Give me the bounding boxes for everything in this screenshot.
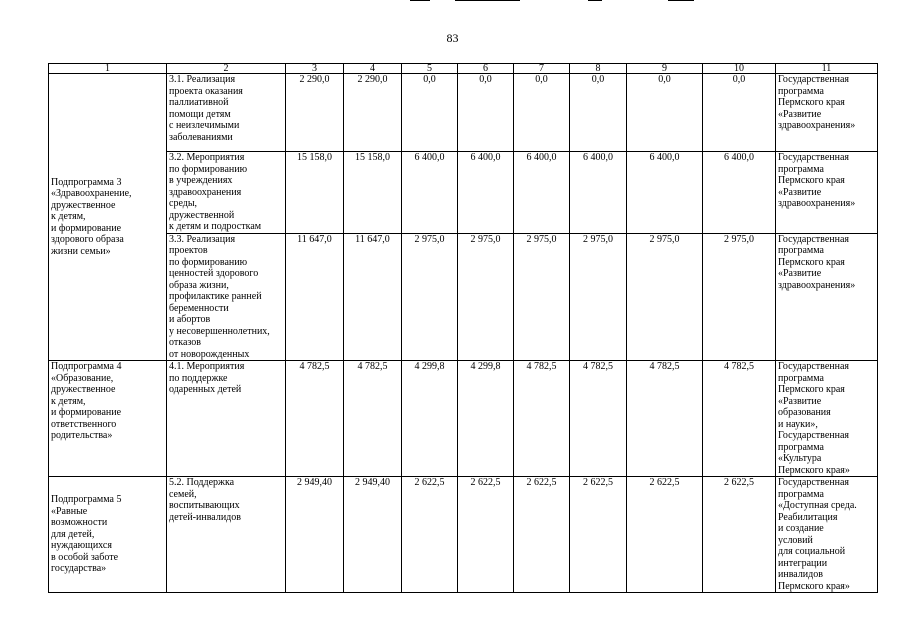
- table-row: [49, 233, 878, 361]
- cell-text-line: ответственного: [51, 418, 117, 430]
- value-cell: 4 782,5: [514, 361, 570, 477]
- program-cell: [776, 233, 878, 361]
- program-cell: [776, 74, 878, 152]
- cell-text-line: «Культура: [778, 453, 822, 464]
- value-cell: 2 975,0: [458, 233, 514, 361]
- cell-text-line: паллиативной: [169, 97, 229, 108]
- top-edge-marks: [0, 0, 905, 4]
- column-header: 2: [167, 64, 286, 74]
- cell-text-line: возможности: [51, 517, 108, 529]
- cell-text-line: родительства»: [51, 430, 113, 441]
- value-cell: 6 400,0: [703, 152, 776, 234]
- column-header: 10: [703, 64, 776, 74]
- subprogram-label: [51, 494, 164, 575]
- subprogram-cell: [49, 477, 167, 593]
- cell-text-line: и формирование: [51, 222, 122, 234]
- cell-text-line: проекта оказания: [169, 85, 243, 97]
- measure-cell: [167, 74, 286, 152]
- value-cell: 2 622,5: [703, 477, 776, 593]
- value-cell: 2 622,5: [402, 477, 458, 593]
- cell-text-line: 3.1. Реализация: [169, 74, 236, 85]
- measure-cell: [167, 477, 286, 593]
- value-cell: 2 975,0: [703, 233, 776, 361]
- cell-text-line: Подпрограмма 5: [51, 494, 122, 506]
- cell-text-line: программа: [778, 441, 824, 453]
- cell-text-line: Государственная: [778, 430, 850, 441]
- cell-text-line: образования: [778, 407, 831, 418]
- budget-table: [48, 63, 878, 593]
- cell-text-line: Пермского края»: [778, 464, 850, 476]
- value-cell: 2 622,5: [570, 477, 627, 593]
- cell-text-line: дружественной: [169, 209, 235, 221]
- column-header: 3: [286, 64, 344, 74]
- value-cell: 2 290,0: [286, 74, 344, 152]
- table-row: [49, 74, 878, 152]
- cell-text-line: Пермского края: [778, 175, 845, 186]
- cell-text-line: в особой заботе: [51, 551, 119, 563]
- cell-text-line: к детям,: [51, 395, 86, 407]
- value-cell: 6 400,0: [570, 152, 627, 234]
- cell-text-line: Пермского края: [778, 384, 845, 395]
- value-cell: 2 622,5: [458, 477, 514, 593]
- cell-text-line: условий: [778, 534, 813, 546]
- value-cell: 6 400,0: [627, 152, 703, 234]
- cell-text-line: программа: [778, 245, 824, 256]
- cell-text-line: по формированию: [169, 256, 248, 268]
- cell-text-line: «Равные: [51, 505, 88, 517]
- cell-text-line: и создание: [778, 523, 824, 534]
- column-header: 6: [458, 64, 514, 74]
- cell-text-line: программа: [778, 85, 824, 97]
- cell-text-line: дружественное: [51, 199, 116, 211]
- cell-text-line: Государственная: [778, 152, 850, 163]
- cell-text-line: к детям,: [51, 211, 86, 223]
- cell-text-line: отказов: [169, 337, 201, 348]
- program-cell: [776, 361, 878, 477]
- value-cell: 4 782,5: [286, 361, 344, 477]
- cell-text-line: Пермского края»: [778, 580, 850, 592]
- cell-text-line: заболеваниями: [169, 131, 233, 143]
- value-cell: 2 949,40: [286, 477, 344, 593]
- cell-text-line: Пермского края: [778, 97, 845, 108]
- value-cell: 4 782,5: [344, 361, 402, 477]
- cell-text-line: воспитывающих: [169, 500, 240, 511]
- cell-text-line: Государственная: [778, 74, 850, 85]
- value-cell: 4 782,5: [703, 361, 776, 477]
- cell-text-line: программа: [778, 488, 824, 500]
- header-row: [49, 64, 878, 74]
- cell-text-line: 3.3. Реализация: [169, 233, 236, 245]
- cell-text-line: «Развитие: [778, 268, 822, 279]
- cell-text-line: программа: [778, 163, 824, 175]
- table-row: [49, 477, 878, 593]
- value-cell: 0,0: [458, 74, 514, 152]
- value-cell: 4 299,8: [458, 361, 514, 477]
- cell-text-line: Государственная: [778, 233, 850, 245]
- cell-text-line: здорового образа: [51, 234, 124, 246]
- value-cell: 15 158,0: [286, 152, 344, 234]
- value-cell: 2 975,0: [627, 233, 703, 361]
- cell-text-line: жизни семьи»: [51, 245, 111, 257]
- value-cell: 2 622,5: [514, 477, 570, 593]
- value-cell: 4 782,5: [627, 361, 703, 477]
- table-row: [49, 152, 878, 234]
- subprogram-label: [51, 361, 164, 442]
- column-header: 4: [344, 64, 402, 74]
- cell-text-line: интеграции: [778, 557, 828, 569]
- cell-text-line: дружественное: [51, 384, 116, 395]
- cell-text-line: проектов: [169, 245, 208, 256]
- value-cell: 0,0: [627, 74, 703, 152]
- cell-text-line: для детей,: [51, 528, 95, 540]
- value-cell: 4 782,5: [570, 361, 627, 477]
- cell-text-line: одаренных детей: [169, 384, 242, 395]
- value-cell: 15 158,0: [344, 152, 402, 234]
- cell-text-line: помощи детям: [169, 108, 231, 120]
- cell-text-line: и науки»,: [778, 418, 818, 430]
- cell-text-line: программа: [778, 372, 824, 384]
- cell-text-line: беременности: [169, 302, 229, 314]
- cell-text-line: в учреждениях: [169, 175, 233, 186]
- cell-text-line: инвалидов: [778, 569, 823, 580]
- cell-text-line: «Развитие: [778, 108, 822, 120]
- cell-text-line: 5.2. Поддержка: [169, 477, 235, 488]
- cell-text-line: детей-инвалидов: [169, 511, 241, 523]
- cell-text-line: нуждающихся: [51, 540, 112, 552]
- subprogram-cell: [49, 361, 167, 477]
- cell-text-line: «Развитие: [778, 186, 822, 198]
- cell-text-line: «Образование,: [51, 372, 114, 384]
- cell-text-line: для социальной: [778, 546, 846, 557]
- cell-text-line: 4.1. Мероприятия: [169, 361, 245, 372]
- value-cell: 0,0: [402, 74, 458, 152]
- cell-text-line: к детям и подросткам: [169, 221, 262, 232]
- cell-text-line: и формирование: [51, 407, 122, 418]
- value-cell: 6 400,0: [514, 152, 570, 234]
- cell-text-line: «Развитие: [778, 395, 822, 407]
- cell-text-line: Государственная: [778, 477, 850, 488]
- column-header: 9: [627, 64, 703, 74]
- cell-text-line: Государственная: [778, 361, 850, 372]
- cell-text-line: по поддержке: [169, 372, 228, 384]
- column-header: 11: [776, 64, 878, 74]
- cell-text-line: государства»: [51, 563, 107, 575]
- cell-text-line: у несовершеннолетних,: [169, 325, 270, 337]
- column-header: 8: [570, 64, 627, 74]
- value-cell: 2 975,0: [402, 233, 458, 361]
- value-cell: 0,0: [703, 74, 776, 152]
- value-cell: 11 647,0: [344, 233, 402, 361]
- value-cell: 0,0: [570, 74, 627, 152]
- cell-text-line: Подпрограмма 3: [51, 176, 122, 188]
- value-cell: 0,0: [514, 74, 570, 152]
- value-cell: 2 975,0: [570, 233, 627, 361]
- program-cell: [776, 152, 878, 234]
- cell-text-line: здравоохранения»: [778, 120, 856, 131]
- cell-text-line: 3.2. Мероприятия: [169, 152, 245, 163]
- cell-text-line: здравоохранения»: [778, 198, 856, 209]
- value-cell: 4 299,8: [402, 361, 458, 477]
- value-cell: 2 290,0: [344, 74, 402, 152]
- cell-text-line: среды,: [169, 198, 198, 209]
- cell-text-line: здравоохранения: [169, 186, 242, 198]
- page-number: 83: [446, 31, 459, 45]
- cell-text-line: образа жизни,: [169, 279, 229, 291]
- measure-cell: [167, 361, 286, 477]
- table-row: [49, 361, 878, 477]
- measure-cell: [167, 152, 286, 234]
- cell-text-line: «Доступная среда.: [778, 500, 857, 511]
- cell-text-line: Пермского края: [778, 256, 845, 268]
- cell-text-line: Подпрограмма 4: [51, 361, 122, 372]
- cell-text-line: и абортов: [169, 314, 211, 325]
- value-cell: 6 400,0: [402, 152, 458, 234]
- cell-text-line: здравоохранения»: [778, 279, 856, 291]
- cell-text-line: Реабилитация: [778, 511, 838, 523]
- value-cell: 2 622,5: [627, 477, 703, 593]
- value-cell: 2 975,0: [514, 233, 570, 361]
- value-cell: 2 949,40: [344, 477, 402, 593]
- column-header: 7: [514, 64, 570, 74]
- cell-text-line: по формированию: [169, 163, 248, 175]
- column-header: 1: [49, 64, 167, 74]
- measure-cell: [167, 233, 286, 361]
- cell-text-line: семей,: [169, 488, 197, 500]
- value-cell: 6 400,0: [458, 152, 514, 234]
- cell-text-line: профилактике ранней: [169, 291, 262, 302]
- cell-text-line: от новорожденных: [169, 348, 250, 360]
- value-cell: 11 647,0: [286, 233, 344, 361]
- subprogram-label: [51, 177, 164, 258]
- cell-text-line: с неизлечимыми: [169, 120, 240, 131]
- program-cell: [776, 477, 878, 593]
- cell-text-line: ценностей здорового: [169, 268, 259, 279]
- subprogram-cell: [49, 74, 167, 361]
- column-header: 5: [402, 64, 458, 74]
- cell-text-line: «Здравоохранение,: [51, 188, 132, 200]
